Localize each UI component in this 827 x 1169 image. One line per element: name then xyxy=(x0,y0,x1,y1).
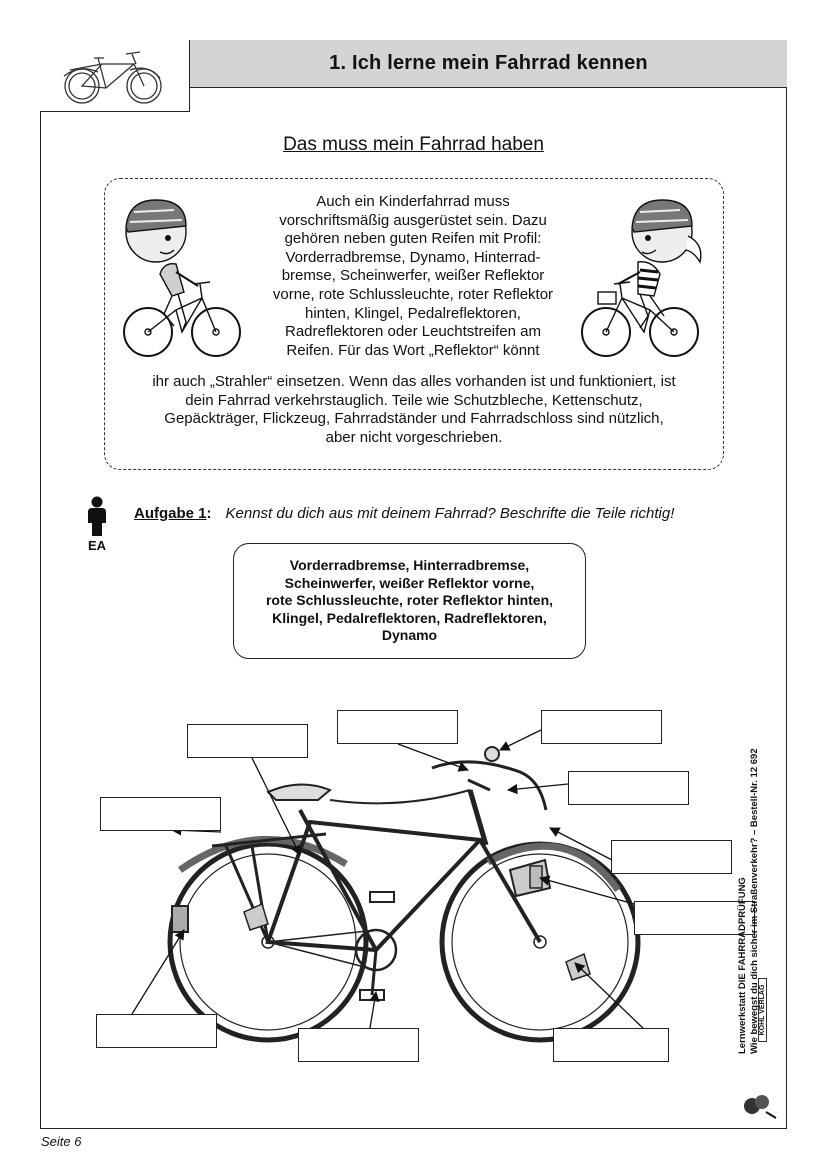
info-line: vorne, rote Schlussleuchte, roter Reflektor xyxy=(272,285,554,303)
label-box-5[interactable] xyxy=(100,797,221,831)
info-line: Gepäckträger, Flickzeug, Fahrradständer und Fahrradschloss sind nützlich, xyxy=(164,410,664,428)
label-box-2[interactable] xyxy=(337,710,458,744)
label-box-1[interactable] xyxy=(187,724,308,758)
info-line: ihr auch „Strahler“ einsetzen. Wenn das alles vorhanden ist und funktioniert, ist xyxy=(152,373,676,390)
label-box-4[interactable] xyxy=(568,771,689,805)
label-box-6[interactable] xyxy=(611,840,732,874)
word-bank-line: Dynamo xyxy=(381,627,438,644)
label-box-3[interactable] xyxy=(541,710,662,744)
info-line: hinten, Klingel, Pedalreflektoren, xyxy=(305,304,521,322)
info-line: Reifen. Für das Wort „Reflektor“ könnt xyxy=(286,341,540,359)
label-box-10[interactable] xyxy=(553,1028,669,1062)
page-title: 1. Ich lerne mein Fahrrad kennen xyxy=(329,52,648,74)
info-line: aber nicht vorgeschrieben. xyxy=(325,428,503,446)
word-bank-line: Vorderradbremse, Hinterradbremse, xyxy=(289,557,530,574)
side-credit-line1: Lernwerkstatt DIE FAHRRADPRÜFUNG xyxy=(737,877,748,1054)
page-number: Seite 6 xyxy=(41,1134,82,1149)
word-bank-line: Klingel, Pedalreflektoren, Radreflektoren, xyxy=(272,609,547,626)
word-bank-line: Scheinwerfer, weißer Reflektor vorne, xyxy=(284,574,535,591)
publisher-logo-icon xyxy=(742,1092,778,1120)
info-line: bremse, Scheinwerfer, weißer Reflektor xyxy=(281,267,545,285)
task-label: Aufgabe 1 xyxy=(134,505,207,522)
info-line: dein Fahrrad verkehrstauglich. Teile wie Schutzbleche, Kettenschutz, xyxy=(185,391,643,409)
publisher-label: KOHL VERLAG xyxy=(758,978,767,1042)
task-instruction: Kennst du dich aus mit deinem Fahrrad? Beschrifte die Teile richtig! xyxy=(225,505,675,522)
label-box-8[interactable] xyxy=(96,1014,217,1048)
side-credit-line2: Wie bewegst du dich sicher im Straßenverkehr? – Bestell-Nr. 12 692 xyxy=(749,748,760,1054)
info-line: vorschriftsmäßig ausgerüstet sein. Dazu xyxy=(279,211,547,229)
label-box-9[interactable] xyxy=(298,1028,419,1062)
info-line: Auch ein Kinderfahrrad muss xyxy=(316,193,510,210)
info-line: Radreflektoren oder Leuchtstreifen am xyxy=(285,323,541,341)
task-mode-badge: EA xyxy=(88,538,107,553)
info-line: gehören neben guten Reifen mit Profil: xyxy=(284,230,542,248)
section-title: Das muss mein Fahrrad haben xyxy=(283,134,544,155)
word-bank-line: rote Schlussleuchte, roter Reflektor hinten, xyxy=(265,592,554,609)
info-line: Vorderradbremse, Dynamo, Hinterrad- xyxy=(285,248,541,266)
task-colon: : xyxy=(206,505,212,522)
